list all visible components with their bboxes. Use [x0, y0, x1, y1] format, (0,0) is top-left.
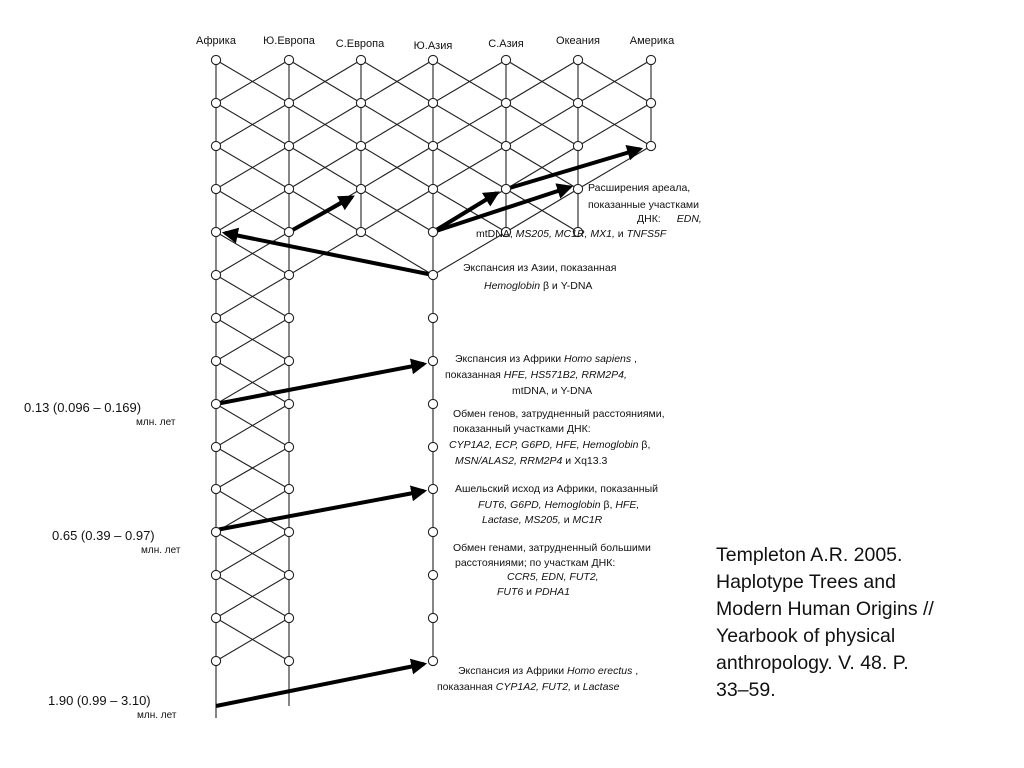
annotation-gene-exchange-large: Обмен генами, затрудненный большими	[453, 542, 651, 554]
population-node	[428, 484, 437, 493]
annotation-gene-exchange: MSN/ALAS2, RRM2P4 и Xq13.3	[455, 455, 608, 467]
region-label: С.Азия	[488, 38, 524, 50]
population-node	[646, 141, 655, 150]
population-node	[356, 184, 365, 193]
population-node	[211, 313, 220, 322]
population-node	[356, 98, 365, 107]
population-node	[501, 55, 510, 64]
population-node	[356, 55, 365, 64]
population-node	[284, 98, 293, 107]
citation-line: 33–59.	[716, 679, 776, 701]
population-node	[211, 527, 220, 536]
annotation-homo-sapiens: показанная HFE, HS571B2, RRM2P4,	[445, 369, 627, 381]
region-label: Африка	[196, 35, 236, 47]
population-node	[211, 442, 220, 451]
annotation-homo-erectus: Экспансия из Африки Homo erectus ,	[458, 665, 639, 677]
population-node	[428, 184, 437, 193]
annotation-acheulean: Lactase, MS205, и MC1R	[482, 514, 603, 526]
population-node	[211, 356, 220, 365]
expansion-arrow	[433, 187, 570, 232]
citation-line: Templeton A.R. 2005.	[716, 544, 903, 566]
population-node	[428, 399, 437, 408]
population-node	[284, 141, 293, 150]
population-node	[428, 656, 437, 665]
population-node	[211, 484, 220, 493]
population-node	[211, 613, 220, 622]
population-node	[573, 98, 582, 107]
population-node	[284, 442, 293, 451]
population-node	[573, 141, 582, 150]
time-marker-label: 1.90 (0.99 – 3.10)	[48, 693, 151, 708]
population-node	[428, 442, 437, 451]
annotation-homo-sapiens: mtDNA, и Y-DNA	[512, 385, 593, 397]
population-node	[284, 399, 293, 408]
population-node	[501, 184, 510, 193]
population-node	[573, 55, 582, 64]
population-node	[284, 270, 293, 279]
population-node	[573, 184, 582, 193]
time-marker-label: 0.65 (0.39 – 0.97)	[52, 528, 155, 543]
population-node	[284, 656, 293, 665]
citation-line: Modern Human Origins //	[716, 598, 934, 620]
region-label: С.Европа	[335, 38, 385, 50]
population-node	[428, 570, 437, 579]
population-node	[211, 141, 220, 150]
population-node	[284, 55, 293, 64]
annotation-gene-exchange: CYP1A2, ECP, G6PD, HFE, Hemoglobin β,	[449, 439, 651, 451]
population-node	[356, 227, 365, 236]
annotation-asia-expansion: Экспансия из Азии, показанная	[463, 262, 617, 274]
expansion-arrow	[289, 197, 352, 232]
population-node	[428, 270, 437, 279]
annotation-homo-erectus: показанная CYP1A2, FUT2, и Lactase	[437, 681, 620, 693]
expansion-arrow	[216, 491, 424, 530]
population-node	[211, 656, 220, 665]
expansion-arrow	[225, 233, 433, 275]
population-node	[428, 98, 437, 107]
annotation-gene-exchange-large: CCR5, EDN, FUT2,	[507, 571, 599, 583]
population-node	[501, 141, 510, 150]
annotation-homo-sapiens: Экспансия из Африки Homo sapiens ,	[455, 353, 637, 365]
population-node	[284, 356, 293, 365]
population-node	[428, 613, 437, 622]
annotation-gene-exchange: Обмен генов, затрудненный расстояниями,	[453, 408, 665, 420]
population-node	[211, 55, 220, 64]
region-label: Ю.Европа	[263, 35, 315, 47]
population-node	[428, 356, 437, 365]
annotation-range-expansion: mtDNA, MS205, MC1R, MX1, и TNFS5F	[476, 228, 667, 240]
annotation-acheulean: Ашельский исход из Африки, показанный	[455, 483, 658, 495]
population-node	[284, 527, 293, 536]
time-marker-unit: млн. лет	[141, 545, 181, 556]
population-node	[646, 98, 655, 107]
citation-line: Yearbook of physical	[716, 625, 896, 647]
annotation-range-expansion: Расширения ареала,	[588, 182, 691, 194]
population-node	[284, 613, 293, 622]
annotation-range-expansion: показанные участками	[588, 199, 699, 211]
region-label: Океания	[556, 35, 600, 47]
population-node	[284, 227, 293, 236]
time-marker-unit: млн. лет	[137, 710, 177, 721]
time-marker-unit: млн. лет	[136, 417, 176, 428]
annotation-asia-expansion: Hemoglobin β и Y-DNA	[484, 280, 593, 292]
citation	[716, 542, 1016, 704]
population-node	[428, 55, 437, 64]
population-node	[211, 570, 220, 579]
region-label: Ю.Азия	[413, 40, 453, 52]
citation-line: anthropology. V. 48. P.	[716, 652, 909, 674]
region-label: Америка	[629, 35, 675, 47]
population-node	[428, 313, 437, 322]
population-node	[356, 141, 365, 150]
population-node	[428, 527, 437, 536]
citation-line: Haplotype Trees and	[716, 571, 896, 593]
population-node	[211, 98, 220, 107]
annotation-gene-exchange: показанный участками ДНК:	[453, 423, 591, 435]
population-node	[211, 399, 220, 408]
population-node	[428, 227, 437, 236]
annotation-gene-exchange-large: расстояниями; по участкам ДНК:	[455, 557, 616, 569]
population-node	[211, 227, 220, 236]
population-node	[428, 141, 437, 150]
annotation-range-expansion: ДНК: EDN,	[637, 213, 702, 225]
population-node	[646, 55, 655, 64]
population-node	[284, 313, 293, 322]
expansion-arrow	[216, 664, 424, 706]
annotation-acheulean: FUT6, G6PD, Hemoglobin β, HFE,	[478, 499, 640, 511]
population-node	[284, 570, 293, 579]
expansion-arrow	[216, 364, 424, 404]
population-node	[501, 98, 510, 107]
time-marker-label: 0.13 (0.096 – 0.169)	[24, 400, 142, 415]
population-node	[211, 184, 220, 193]
population-node	[284, 184, 293, 193]
annotation-gene-exchange-large: FUT6 и PDHA1	[497, 586, 570, 598]
population-node	[211, 270, 220, 279]
population-node	[284, 484, 293, 493]
